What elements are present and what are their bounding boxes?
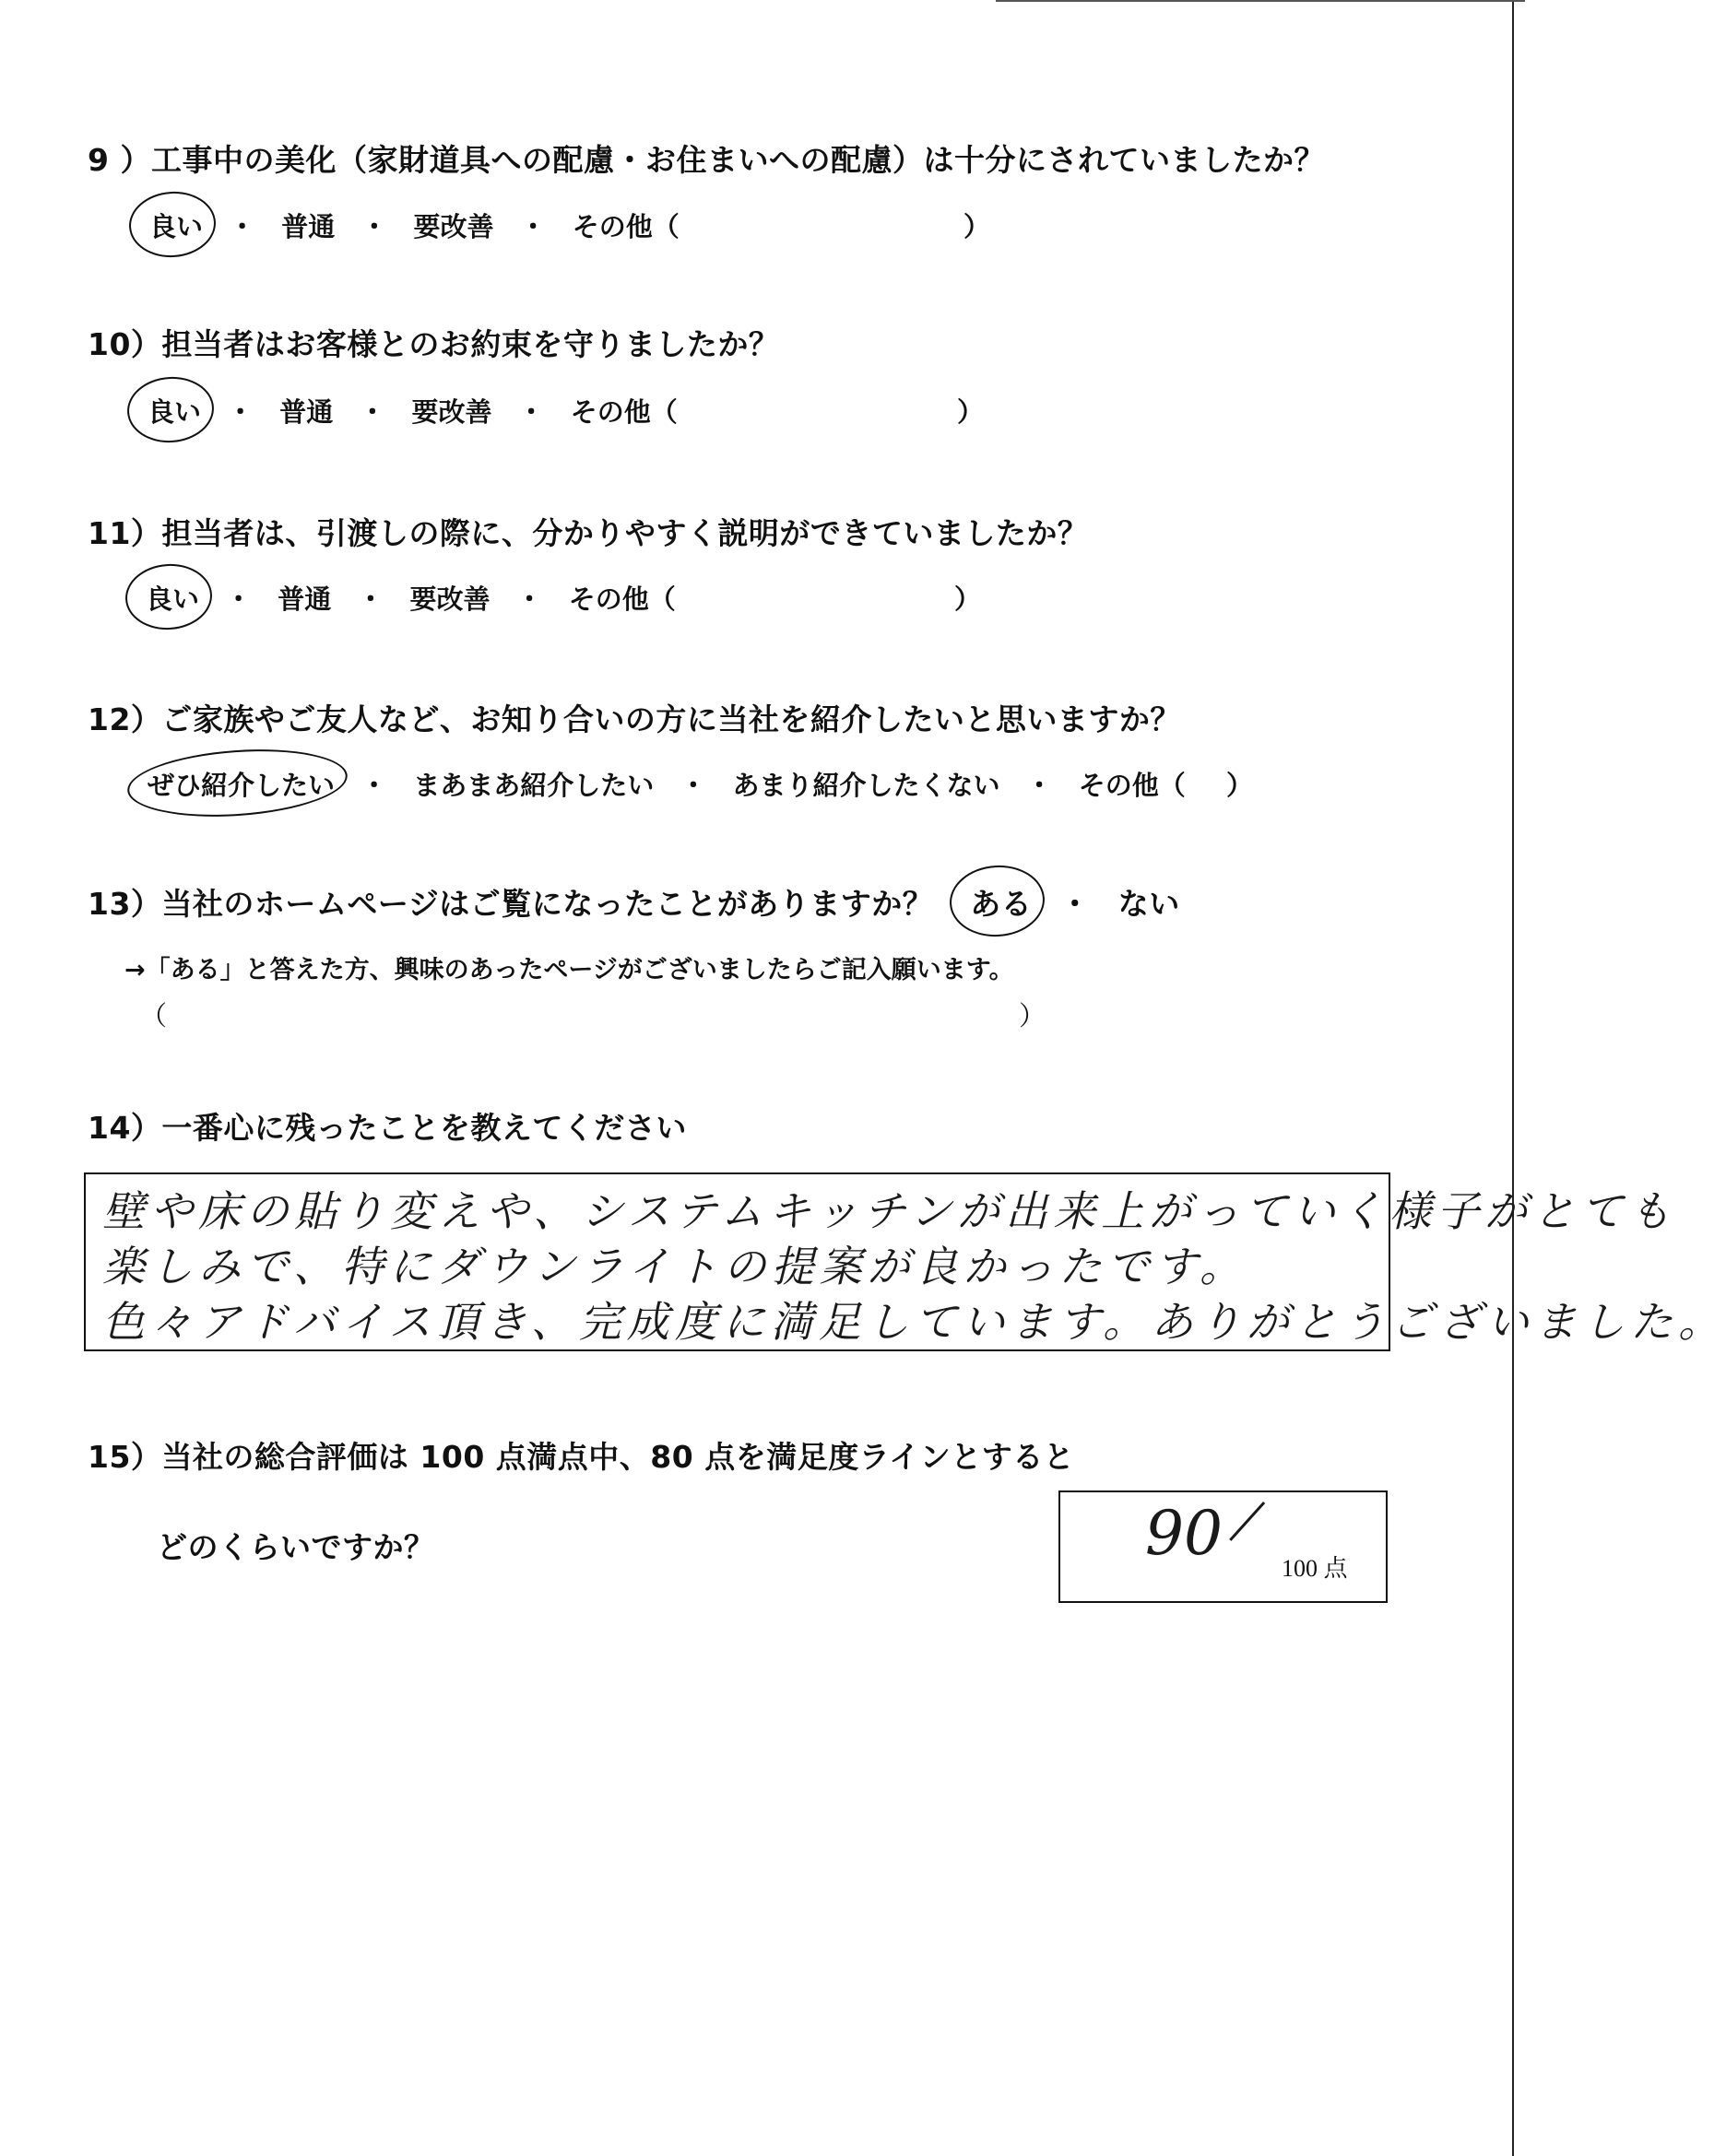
- q9-options: 良い ・ 普通 ・ 要改善 ・ その他（: [149, 206, 696, 244]
- q15-question-line-2: どのくらいですか？: [157, 1529, 435, 1565]
- q9-paren-close: ）: [963, 211, 991, 242]
- q14-question: 14）一番心に残ったことを教えてください: [88, 1110, 687, 1146]
- page-edge-right: [1512, 0, 1514, 2156]
- q9-option-other[interactable]: その他（: [572, 211, 680, 242]
- q12-options: ぜひ紹介したい ・ まあまあ紹介したい ・ あまり紹介したくない ・ その他（: [148, 765, 1202, 803]
- q12-option-other[interactable]: その他（: [1078, 770, 1186, 801]
- q13-option-yes[interactable]: ある: [970, 880, 1032, 924]
- q11-option-good[interactable]: 良い: [146, 579, 199, 617]
- q13-paren-open: （: [140, 1000, 168, 1031]
- q15-score-box[interactable]: [1058, 1490, 1388, 1603]
- q14-answer-line-2: 楽しみで、特にダウンライトの提案が良かったです。: [102, 1242, 1248, 1291]
- q15-score-unit: 100 点: [1282, 1555, 1348, 1582]
- q10-question: 10）担当者はお客様とのお約束を守りましたか？: [88, 326, 780, 362]
- q12-option-somewhat[interactable]: まあまあ紹介したい: [413, 770, 655, 801]
- q11-paren-close: ）: [954, 583, 982, 615]
- q13-paren-close: ）: [1019, 1000, 1046, 1031]
- q11-option-improve[interactable]: 要改善: [409, 583, 491, 615]
- q12-option-not-really[interactable]: あまり紹介したくない: [732, 770, 1000, 801]
- q9-option-good[interactable]: 良い: [149, 206, 203, 244]
- q14-answer-line-3: 色々アドバイス頂き、完成度に満足しています。ありがとうございました。: [102, 1297, 1726, 1347]
- q10-option-improve[interactable]: 要改善: [411, 396, 492, 428]
- q10-option-other[interactable]: その他（: [570, 396, 678, 428]
- q9-question: 9 ）工事中の美化（家財道具への配慮・お住まいへの配慮）は十分にされていましたか？: [88, 142, 1325, 178]
- q9-option-normal[interactable]: 普通: [281, 211, 336, 242]
- q12-paren-close: ）: [1226, 770, 1254, 801]
- q14-answer-line-1: 壁や床の貼り変えや、システムキッチンが出来上がっていく様子がとても: [102, 1186, 1677, 1236]
- q10-option-normal[interactable]: 普通: [279, 396, 334, 428]
- q15-question-line-1: 15）当社の総合評価は 100 点満点中、80 点を満足度ラインとすると: [88, 1439, 1075, 1475]
- q10-paren-close: ）: [957, 396, 985, 428]
- q13-question: 13）当社のホームページはご覧になったことがありますか？ ある ・ ない: [88, 880, 1197, 924]
- q13-option-no[interactable]: ない: [1117, 886, 1180, 922]
- q13-note: →「ある」と答えた方、興味のあったページがございましたらご記入願います。: [124, 956, 1014, 984]
- q14-answer-box[interactable]: [84, 1172, 1726, 1351]
- q11-option-normal[interactable]: 普通: [278, 583, 332, 615]
- q12-question: 12）ご家族やご友人など、お知り合いの方に当社を紹介したいと思いますか？: [88, 701, 1181, 737]
- page-edge-top: [996, 0, 1525, 2]
- q12-option-definitely[interactable]: ぜひ紹介したい: [148, 765, 335, 803]
- q11-question: 11）担当者は、引渡しの際に、分かりやすく説明ができていましたか？: [88, 515, 1089, 551]
- q9-option-improve[interactable]: 要改善: [413, 211, 494, 242]
- q10-option-good[interactable]: 良い: [148, 392, 201, 430]
- q10-options: 良い ・ 普通 ・ 要改善 ・ その他（: [148, 392, 694, 430]
- score-slash-mark: [1229, 1502, 1265, 1541]
- q11-options: 良い ・ 普通 ・ 要改善 ・ その他（: [146, 579, 692, 617]
- q11-option-other[interactable]: その他（: [568, 583, 676, 615]
- q15-score-value: 90: [1145, 1498, 1223, 1569]
